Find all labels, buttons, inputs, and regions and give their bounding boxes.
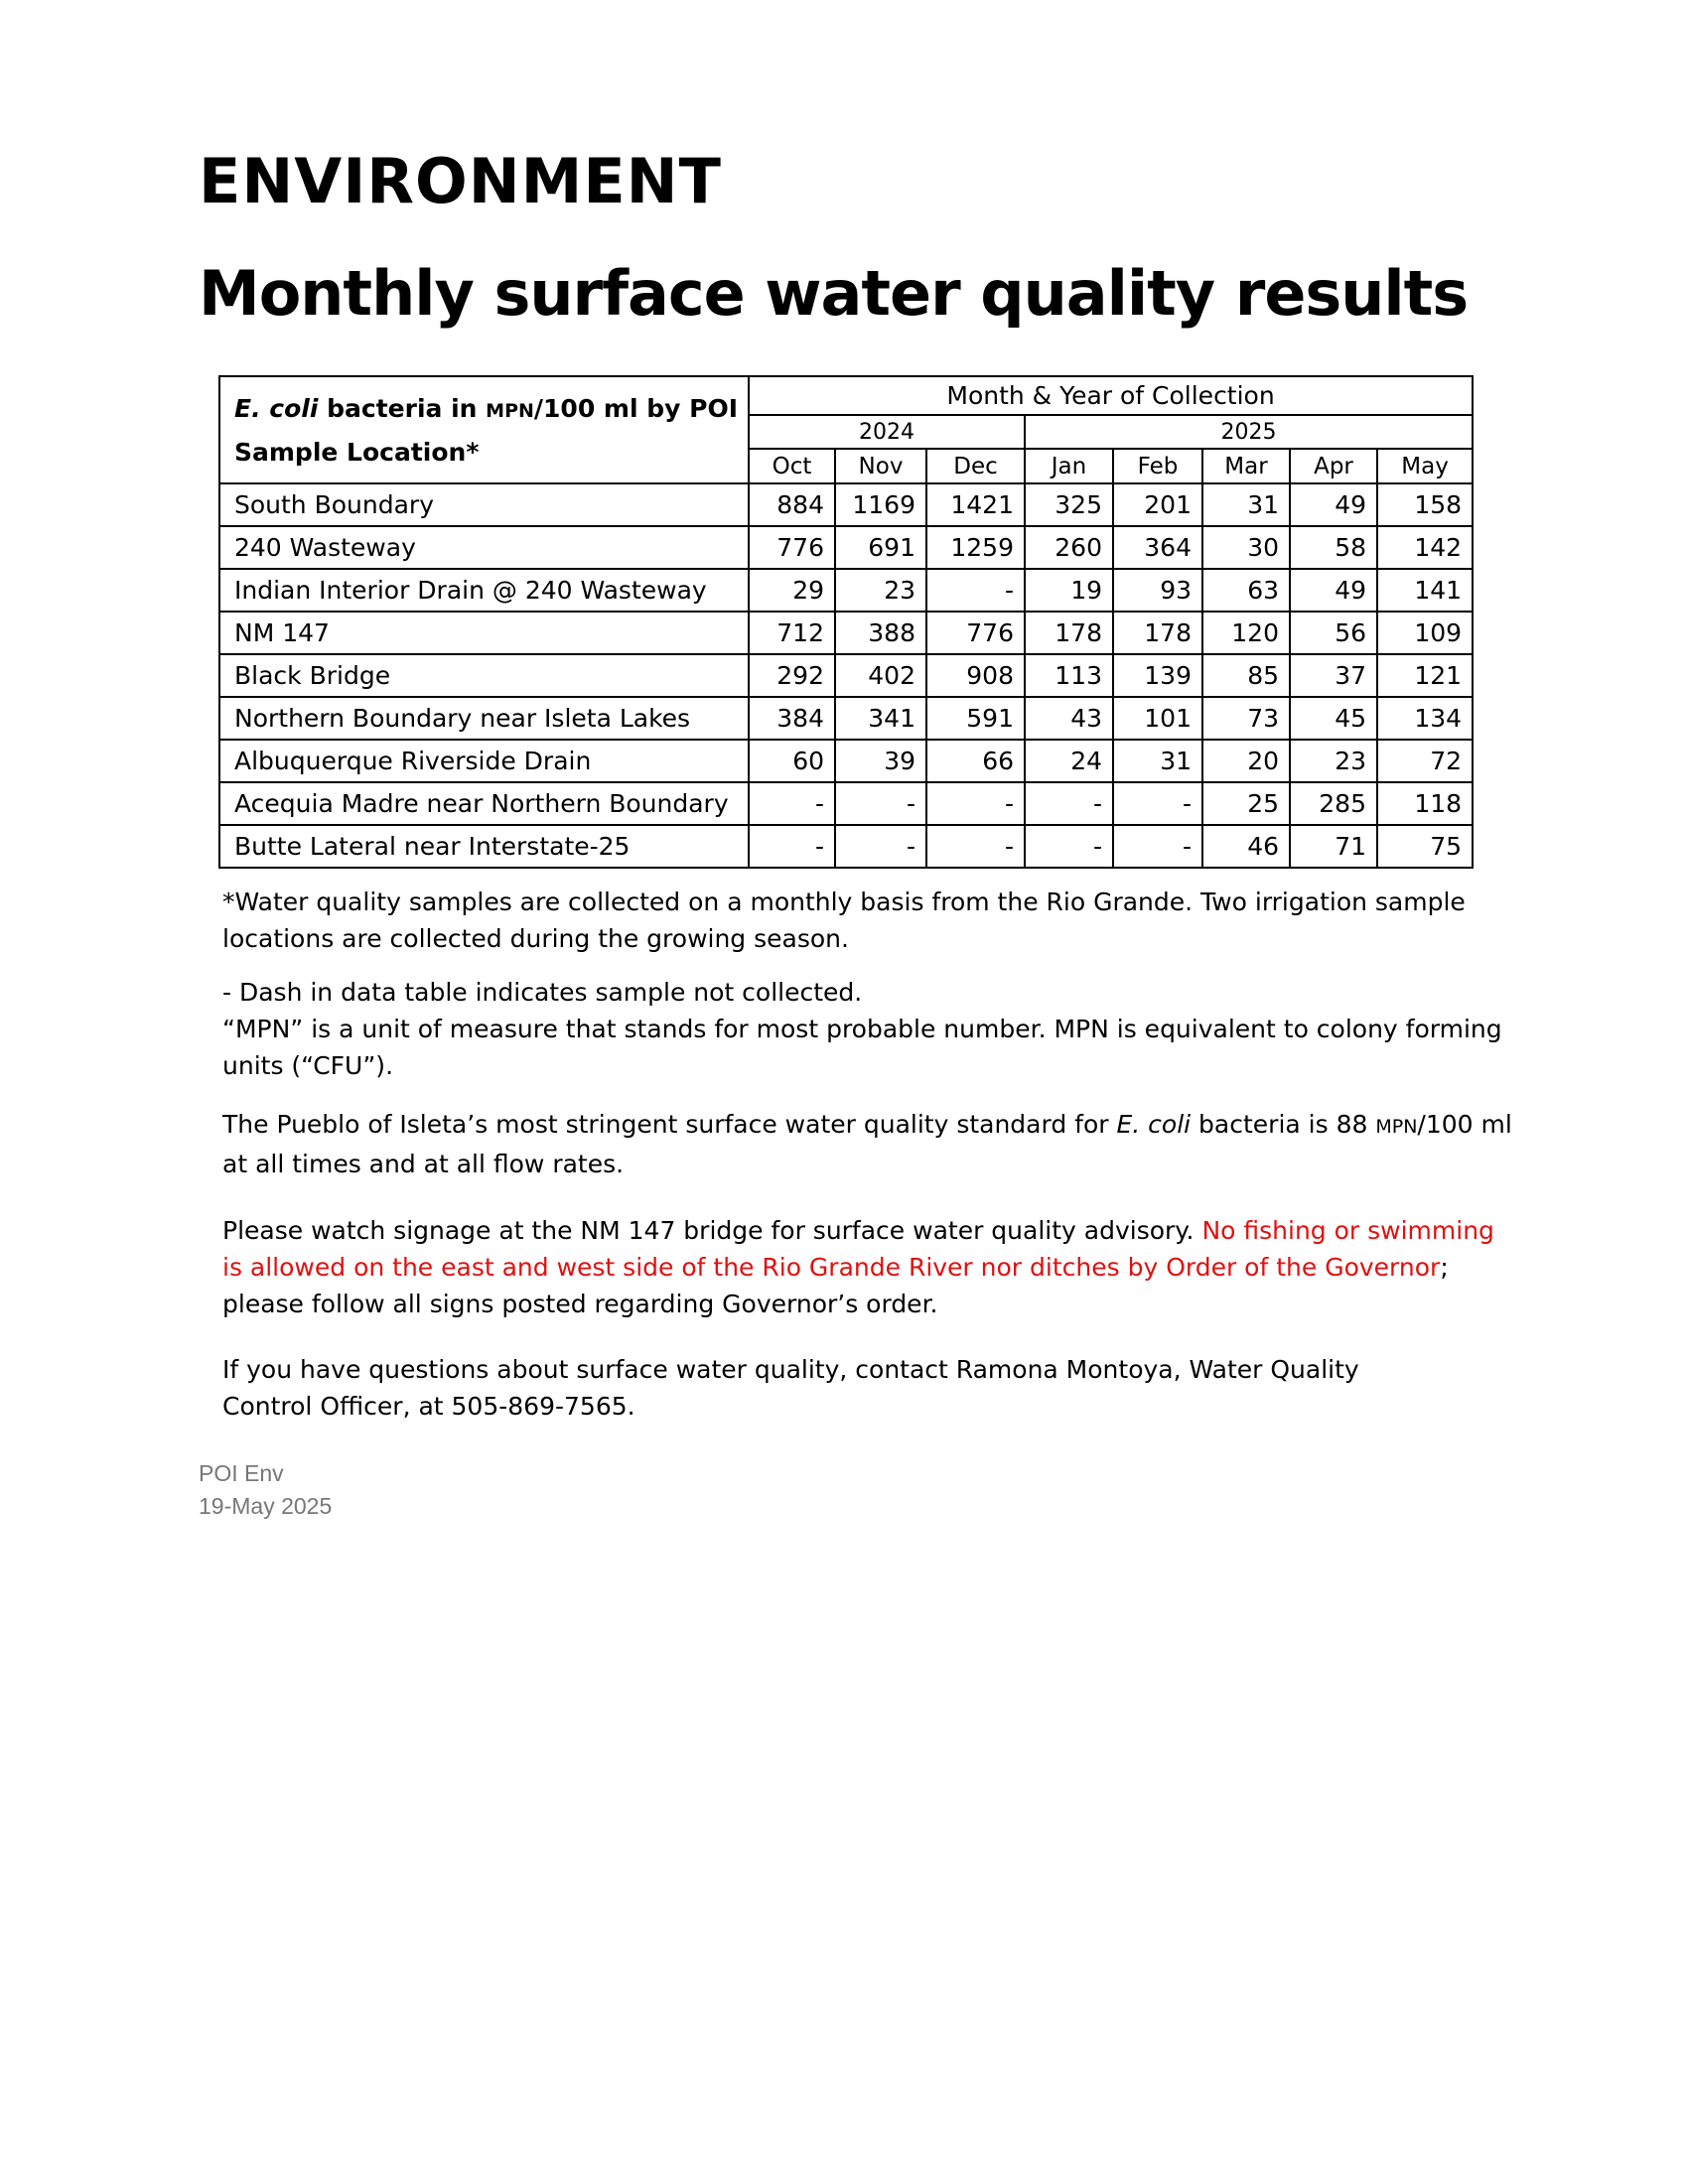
- page-title: Monthly surface water quality results: [199, 257, 1469, 330]
- month-header: Jan: [1025, 449, 1113, 483]
- value-cell: 60: [749, 740, 835, 782]
- value-cell: 776: [749, 526, 835, 569]
- value-cell: 37: [1290, 654, 1377, 697]
- table-row: [219, 697, 1473, 740]
- value-cell: 178: [1025, 612, 1113, 654]
- value-cell: -: [749, 825, 835, 868]
- value-cell: 45: [1290, 697, 1377, 740]
- definitions-note: [222, 974, 1513, 1084]
- site-name-cell: NM 147: [219, 612, 749, 654]
- value-cell: 49: [1290, 569, 1377, 612]
- value-cell: -: [1113, 825, 1202, 868]
- site-name-cell: Acequia Madre near Northern Boundary: [219, 782, 749, 825]
- value-cell: 20: [1202, 740, 1290, 782]
- month-header: May: [1377, 449, 1473, 483]
- value-cell: 201: [1113, 483, 1202, 526]
- water-quality-table: [218, 375, 1474, 869]
- value-cell: -: [926, 825, 1025, 868]
- table-row: [219, 612, 1473, 654]
- value-cell: 93: [1113, 569, 1202, 612]
- value-cell: 43: [1025, 697, 1113, 740]
- site-name-cell: Northern Boundary near Isleta Lakes: [219, 697, 749, 740]
- value-cell: 402: [835, 654, 926, 697]
- value-cell: -: [749, 782, 835, 825]
- value-cell: 31: [1202, 483, 1290, 526]
- table-row-header-label: E. coli bacteria in MPN/100 ml by POI Sample Location*: [219, 376, 749, 483]
- value-cell: 384: [749, 697, 835, 740]
- table-row: [219, 483, 1473, 526]
- month-header: Feb: [1113, 449, 1202, 483]
- table-row: [219, 825, 1473, 868]
- value-cell: 23: [1290, 740, 1377, 782]
- value-cell: 141: [1377, 569, 1473, 612]
- value-cell: 30: [1202, 526, 1290, 569]
- value-cell: 23: [835, 569, 926, 612]
- value-cell: 101: [1113, 697, 1202, 740]
- value-cell: 134: [1377, 697, 1473, 740]
- value-cell: 31: [1113, 740, 1202, 782]
- site-name-cell: Butte Lateral near Interstate-25: [219, 825, 749, 868]
- site-name-cell: South Boundary: [219, 483, 749, 526]
- value-cell: 46: [1202, 825, 1290, 868]
- value-cell: 75: [1377, 825, 1473, 868]
- site-name-cell: Black Bridge: [219, 654, 749, 697]
- month-header: Nov: [835, 449, 926, 483]
- section-heading: ENVIRONMENT: [199, 145, 722, 217]
- value-cell: 72: [1377, 740, 1473, 782]
- value-cell: 139: [1113, 654, 1202, 697]
- value-cell: 39: [835, 740, 926, 782]
- value-cell: -: [926, 782, 1025, 825]
- footnote: *Water quality samples are collected on a monthly basis from the Rio Grande. Two irrigation sample locations are collected during the growing season.: [222, 887, 1466, 953]
- value-cell: 29: [749, 569, 835, 612]
- value-cell: -: [1025, 782, 1113, 825]
- footer-date: 19-May 2025: [199, 1493, 333, 1519]
- table-row: [219, 569, 1473, 612]
- value-cell: 908: [926, 654, 1025, 697]
- value-cell: 58: [1290, 526, 1377, 569]
- value-cell: 158: [1377, 483, 1473, 526]
- value-cell: 712: [749, 612, 835, 654]
- value-cell: 71: [1290, 825, 1377, 868]
- value-cell: 142: [1377, 526, 1473, 569]
- value-cell: -: [1025, 825, 1113, 868]
- value-cell: 66: [926, 740, 1025, 782]
- value-cell: 121: [1377, 654, 1473, 697]
- value-cell: 776: [926, 612, 1025, 654]
- month-year-header: Month & Year of Collection: [749, 376, 1473, 415]
- value-cell: 24: [1025, 740, 1113, 782]
- value-cell: 1259: [926, 526, 1025, 569]
- value-cell: 591: [926, 697, 1025, 740]
- value-cell: 73: [1202, 697, 1290, 740]
- table-row: [219, 654, 1473, 697]
- table-row: [219, 782, 1473, 825]
- month-header: Mar: [1202, 449, 1290, 483]
- value-cell: 1421: [926, 483, 1025, 526]
- value-cell: 56: [1290, 612, 1377, 654]
- table-body: [219, 483, 1473, 868]
- dash-note: - Dash in data table indicates sample not collected.: [222, 978, 863, 1007]
- document-footer: [199, 1457, 332, 1523]
- value-cell: 388: [835, 612, 926, 654]
- value-cell: 691: [835, 526, 926, 569]
- month-header: Dec: [926, 449, 1025, 483]
- value-cell: 120: [1202, 612, 1290, 654]
- value-cell: 25: [1202, 782, 1290, 825]
- value-cell: 260: [1025, 526, 1113, 569]
- year-header-2024: 2024: [749, 415, 1025, 449]
- value-cell: 85: [1202, 654, 1290, 697]
- value-cell: 364: [1113, 526, 1202, 569]
- contact-note: If you have questions about surface water quality, contact Ramona Montoya, Water Quality Control Officer, at 505-869-7565.: [222, 1355, 1359, 1421]
- value-cell: 19: [1025, 569, 1113, 612]
- month-header: Oct: [749, 449, 835, 483]
- table-row: [219, 526, 1473, 569]
- value-cell: 325: [1025, 483, 1113, 526]
- footer-org: POI Env: [199, 1460, 284, 1486]
- value-cell: 118: [1377, 782, 1473, 825]
- value-cell: 292: [749, 654, 835, 697]
- standard-note: The Pueblo of Isleta’s most stringent surface water quality standard for E. coli bacteria is 88 MPN/100 ml at all times and at all flow rates.: [222, 1110, 1512, 1178]
- value-cell: 109: [1377, 612, 1473, 654]
- month-header: Apr: [1290, 449, 1377, 483]
- mpn-note: “MPN” is a unit of measure that stands for most probable number. MPN is equivalent to colony forming units (“CFU”).: [222, 1015, 1502, 1080]
- value-cell: 884: [749, 483, 835, 526]
- site-name-cell: 240 Wasteway: [219, 526, 749, 569]
- value-cell: 178: [1113, 612, 1202, 654]
- value-cell: -: [1113, 782, 1202, 825]
- value-cell: -: [835, 782, 926, 825]
- year-header-2025: 2025: [1025, 415, 1473, 449]
- value-cell: 285: [1290, 782, 1377, 825]
- value-cell: 113: [1025, 654, 1113, 697]
- site-name-cell: Indian Interior Drain @ 240 Wasteway: [219, 569, 749, 612]
- table-row: [219, 740, 1473, 782]
- value-cell: -: [926, 569, 1025, 612]
- value-cell: 49: [1290, 483, 1377, 526]
- value-cell: -: [835, 825, 926, 868]
- site-name-cell: Albuquerque Riverside Drain: [219, 740, 749, 782]
- value-cell: 63: [1202, 569, 1290, 612]
- value-cell: 341: [835, 697, 926, 740]
- advisory-note: Please watch signage at the NM 147 bridge for surface water quality advisory. No fishing or swimming is allowed on the east and west side of the Rio Grande River nor ditches by Order of the Governor; please follow all signs posted regarding Governor’s order.: [222, 1216, 1494, 1318]
- governor-order-warning: No fishing or swimming is allowed on the east and west side of the Rio Grande River nor ditches by Order of the Governor: [222, 1216, 1494, 1282]
- value-cell: 1169: [835, 483, 926, 526]
